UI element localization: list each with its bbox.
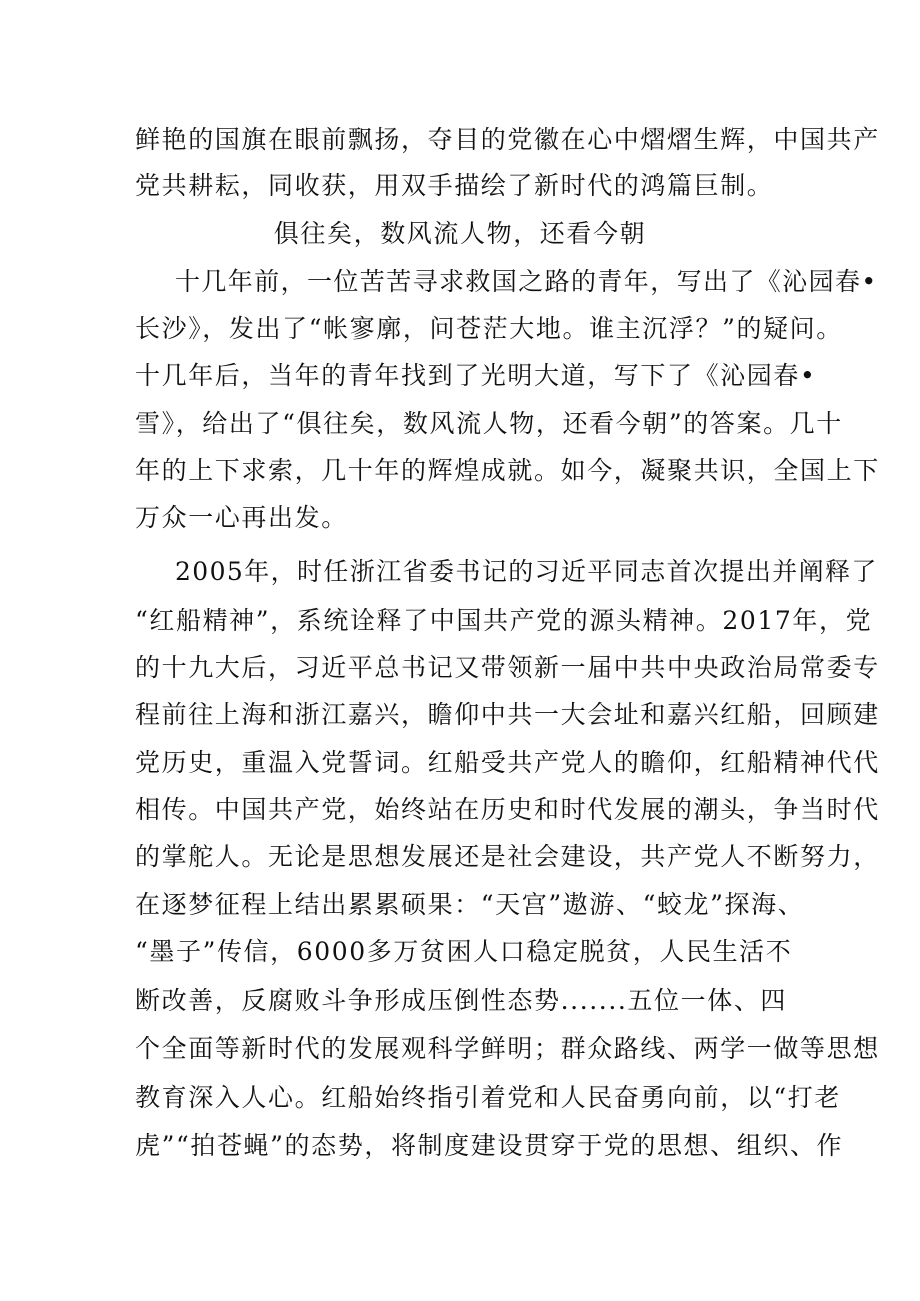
text-line: “墨子”传信，6000多万贫困人口稳定脱贫，人民生活不 <box>135 937 793 966</box>
text-line: 党共耕耘，同收获，用双手描绘了新时代的鸿篇巨制。 <box>135 171 774 200</box>
text-line: 相传。中国共产党，始终站在历史和时代发展的潮头，争当时代 <box>135 795 880 824</box>
text-line: 年的上下求索，几十年的辉煌成就。如今，凝聚共识，全国上下 <box>135 456 880 485</box>
text-line: 教育深入人心。红船始终指引着党和人民奋勇向前，以“打老 <box>135 1083 841 1112</box>
text-line: “红船精神”，系统诠释了中国共产党的源头精神。2017年，党 <box>135 606 873 635</box>
text-line: 雪》，给出了“俱往矣，数风流人物，还看今朝”的答案。几十 <box>135 409 843 438</box>
text-line: 党历史，重温入党誓词。红船受共产党人的瞻仰，红船精神代代 <box>135 748 880 777</box>
text-line: 的十九大后，习近平总书记又带领新一届中共中央政治局常委专 <box>135 653 880 682</box>
text-line: 断改善，反腐败斗争形成压倒性态势.......五位一体、四 <box>135 986 788 1015</box>
text-line: 个全面等新时代的发展观科学鲜明；群众路线、两学一做等思想 <box>135 1034 880 1063</box>
text-line: 的掌舵人。无论是思想发展还是社会建设，共产党人不断努力， <box>135 842 880 871</box>
text-line: 十几年后，当年的青年找到了光明大道，写下了《沁园春• <box>135 361 817 390</box>
text-line: 鲜艳的国旗在眼前飘扬，夺目的党徽在心中熠熠生辉，中国共产 <box>135 125 880 154</box>
text-line: 在逐梦征程上结出累累硕果：“天宫”遨游、“蛟龙”探海、 <box>135 890 805 919</box>
text-line: 程前往上海和浙江嘉兴，瞻仰中共一大会址和嘉兴红船，回顾建 <box>135 700 880 729</box>
text-line: 长沙》，发出了“帐寥廓，问苍茫大地。谁主沉浮？”的疑问。 <box>135 314 843 343</box>
text-line: 十几年前，一位苦苦寻求救国之路的青年，写出了《沁园春• <box>175 267 878 296</box>
text-line: 虎”“拍苍蝇”的态势，将制度建设贯穿于党的思想、组织、作 <box>135 1131 844 1160</box>
text-line: 2005年，时任浙江省委书记的习近平同志首次提出并阐释了 <box>175 557 878 586</box>
section-heading: 俱往矣，数风流人物，还看今朝 <box>273 219 647 248</box>
text-line: 万众一心再出发。 <box>135 503 348 532</box>
